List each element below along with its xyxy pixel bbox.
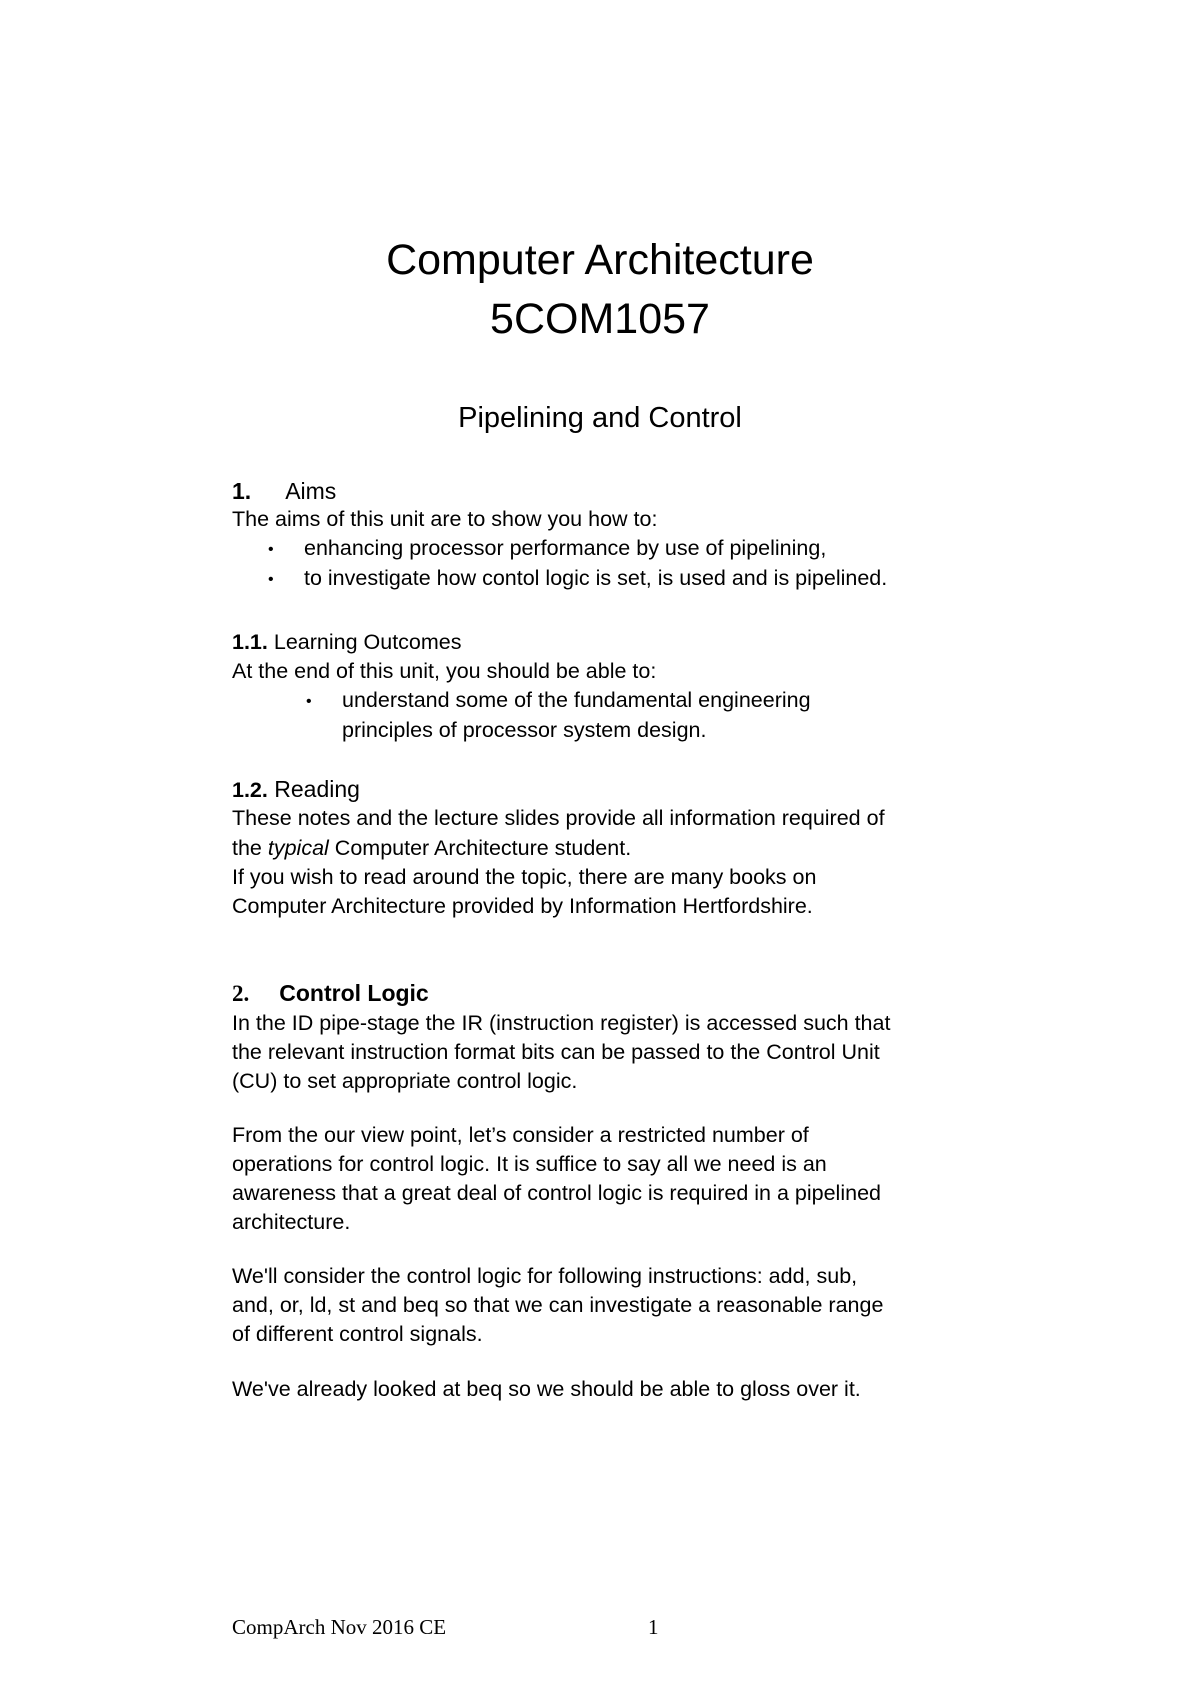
- reading-line-2-pre: the: [232, 836, 268, 860]
- section-aims-heading: [232, 480, 336, 503]
- bullet-icon: •: [268, 541, 274, 558]
- section-aims-number: 1.: [232, 478, 252, 504]
- reading-line-1: These notes and the lecture slides provide all information required of: [232, 806, 885, 830]
- bullet-icon: •: [306, 693, 312, 710]
- section-reading-heading: [232, 778, 360, 802]
- aims-bullet-2: to investigate how contol logic is set, is used and is pipelined.: [304, 566, 888, 590]
- section-outcomes-number: 1.1.: [232, 630, 268, 654]
- control-p1-line-3: (CU) to set appropriate control logic.: [232, 1069, 578, 1093]
- outcomes-intro: At the end of this unit, you should be able to:: [232, 659, 657, 683]
- page-number: 1: [648, 1615, 659, 1639]
- control-p2-line-2: operations for control logic. It is suffice to say all we need is an: [232, 1152, 827, 1176]
- section-control-title: Control Logic: [279, 980, 429, 1006]
- control-p2-line-1: From the our view point, let’s consider a restricted number of: [232, 1123, 809, 1147]
- document-subtitle: Pipelining and Control: [458, 402, 742, 434]
- reading-emphasis: typical: [267, 836, 329, 860]
- course-code: 5COM1057: [490, 295, 710, 343]
- aims-bullet-1: enhancing processor performance by use of pipelining,: [304, 536, 827, 560]
- section-aims-title: Aims: [285, 478, 337, 504]
- document-title: Computer Architecture: [386, 236, 814, 284]
- outcomes-bullet-line-2: principles of processor system design.: [342, 718, 707, 742]
- reading-line-2: [232, 838, 631, 860]
- control-p1-line-2: the relevant instruction format bits can be passed to the Control Unit: [232, 1040, 880, 1064]
- control-p3-line-2: and, or, ld, st and beq so that we can investigate a reasonable range: [232, 1293, 884, 1317]
- control-p3-line-3: of different control signals.: [232, 1322, 483, 1346]
- bullet-icon: •: [268, 571, 274, 588]
- reading-line-3: If you wish to read around the topic, there are many books on: [232, 865, 817, 889]
- reading-line-2-post: Computer Architecture student.: [328, 836, 632, 860]
- section-reading-number: 1.2.: [232, 778, 268, 802]
- section-outcomes-heading: [232, 632, 462, 654]
- aims-intro: The aims of this unit are to show you how to:: [232, 507, 658, 531]
- footer-label: CompArch Nov 2016 CE: [232, 1615, 447, 1639]
- control-p2-line-3: awareness that a great deal of control logic is required in a pipelined: [232, 1181, 881, 1205]
- section-control-number: 2.: [232, 981, 250, 1006]
- reading-line-4: Computer Architecture provided by Information Hertfordshire.: [232, 894, 813, 918]
- section-outcomes-title: Learning Outcomes: [273, 630, 462, 654]
- outcomes-bullet-line-1: understand some of the fundamental engineering: [342, 688, 811, 712]
- control-p4: We've already looked at beq so we should be able to gloss over it.: [232, 1377, 861, 1401]
- section-control-heading: [232, 982, 429, 1005]
- control-p3-line-1: We'll consider the control logic for following instructions: add, sub,: [232, 1264, 858, 1288]
- control-p1-line-1: In the ID pipe-stage the IR (instruction register) is accessed such that: [232, 1011, 891, 1035]
- section-reading-title: Reading: [274, 776, 360, 802]
- control-p2-line-4: architecture.: [232, 1210, 351, 1234]
